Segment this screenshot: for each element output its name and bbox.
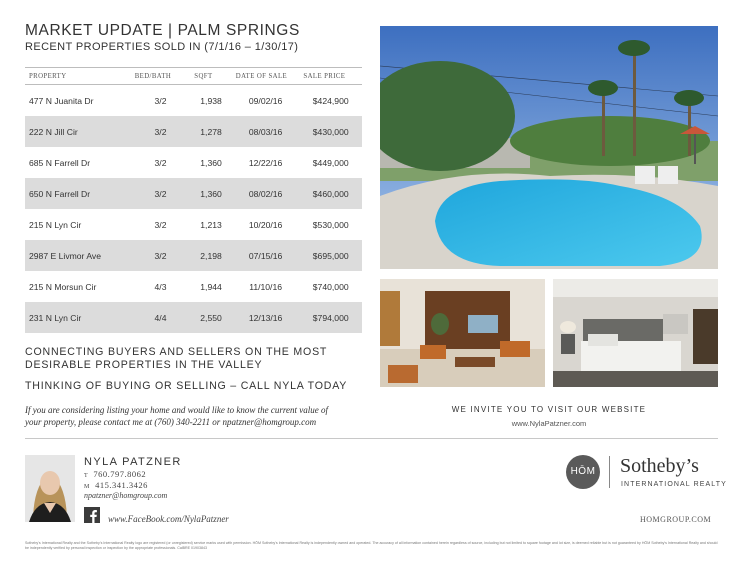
cell-price: $530,000 [312, 219, 349, 230]
cell-property: 2987 E Livmor Ave [25, 240, 131, 271]
international-realty: INTERNATIONAL REALTY [621, 481, 727, 488]
sold-properties-table [25, 67, 362, 333]
invite-text: WE INVITE YOU TO VISIT OUR WEBSITE [451, 405, 647, 414]
pitch-line-2: your property, please contact me at (760) 340-2211 or npatzner@homgroup.com [25, 417, 317, 427]
table-row [25, 240, 362, 271]
mobile-label: M [84, 484, 90, 490]
cell-bedbath: 4/3 [154, 281, 167, 292]
facebook-icon[interactable] [84, 507, 100, 523]
cell-date: 08/02/16 [232, 178, 300, 209]
col-header-property: PROPERTY [25, 68, 131, 85]
cell-date: 10/20/16 [248, 219, 283, 230]
divider [25, 438, 718, 439]
headline-connecting: CONNECTING BUYERS AND SELLERS ON THE MOST [25, 346, 328, 358]
cell-date: 12/13/16 [232, 302, 300, 333]
cell-bedbath: 3/2 [131, 240, 191, 271]
table-row [25, 178, 362, 209]
cell-property: 222 N Jill Cir [25, 116, 131, 147]
pool-photo [380, 26, 718, 269]
agent-name: NYLA PATZNER [84, 456, 182, 468]
cell-bedbath: 3/2 [154, 219, 167, 230]
cell-sqft: 1,213 [200, 219, 222, 230]
cell-sqft: 1,278 [190, 116, 232, 147]
cell-date: 12/22/16 [248, 157, 283, 168]
cell-sqft: 2,198 [190, 240, 232, 271]
cell-date: 09/02/16 [248, 95, 283, 106]
cell-bedbath: 3/2 [131, 178, 191, 209]
cell-date: 11/10/16 [249, 281, 283, 292]
cell-price: $460,000 [299, 178, 362, 209]
homgroup-link[interactable]: HOMGROUP.COM [640, 515, 712, 524]
headline-desirable: DESIRABLE PROPERTIES IN THE VALLEY [25, 359, 263, 371]
cell-property: 685 N Farrell Dr [29, 157, 91, 168]
website-link[interactable]: www.NylaPatzner.com [511, 419, 587, 428]
cell-sqft: 1,360 [190, 178, 232, 209]
disclaimer: Sotheby’s International Realty and the Sotheby’s International Realty logo are registered (or unregistered) service marks used with permission. HŌM Sotheby’s International Realty is independently owned and operated. The accuracy of all information contained herein regardless of source, including but not limited to square footage and lot size, is deemed reliable but is not guaranteed by HŌM Sotheby’s International Realty and should be independently verified by personal inspection or inspection by the appropriate professionals. CalBRE 01903843 [25, 541, 718, 550]
hom-logo [566, 455, 600, 489]
cell-bedbath: 3/2 [154, 95, 167, 106]
agent-phone-row [84, 469, 146, 479]
cell-price: $740,000 [312, 281, 349, 292]
table-header-row [25, 68, 362, 85]
agent-mobile[interactable]: 415.341.3426 [95, 480, 148, 490]
living-room-photo [380, 279, 545, 387]
agent-email-link[interactable]: npatzner@homgroup.com [84, 491, 168, 500]
col-header-price: SALE PRICE [299, 68, 362, 85]
table-row [25, 209, 362, 240]
table-row [25, 147, 362, 178]
page-subtitle: RECENT PROPERTIES SOLD IN (7/1/16 – 1/30/17) [25, 41, 299, 53]
cell-price: $424,900 [312, 95, 349, 106]
cell-date: 07/15/16 [232, 240, 300, 271]
table-row [25, 85, 362, 117]
cell-price: $449,000 [312, 157, 349, 168]
cell-property: 650 N Farrell Dr [25, 178, 131, 209]
cell-sqft: 1,944 [200, 281, 222, 292]
page-title: MARKET UPDATE | PALM SPRINGS [25, 22, 300, 39]
cell-sqft: 1,360 [200, 157, 222, 168]
headline-call-nyla: THINKING OF BUYING OR SELLING – CALL NYLA TODAY [25, 380, 348, 392]
facebook-link[interactable]: www.FaceBook.com/NylaPatzner [108, 514, 229, 524]
pitch-line-1: If you are considering listing your home and would like to know the current value of [25, 405, 329, 415]
table-row [25, 302, 362, 333]
cell-bedbath: 3/2 [131, 116, 191, 147]
sothebys-wordmark: Sotheby’s [620, 455, 699, 477]
cell-bedbath: 4/4 [131, 302, 191, 333]
phone-label: T [84, 473, 89, 479]
cell-price: $430,000 [299, 116, 362, 147]
cell-property: 477 N Juanita Dr [29, 95, 94, 106]
cell-price: $794,000 [299, 302, 362, 333]
col-header-sqft: SQFT [190, 68, 232, 85]
col-header-date: DATE OF SALE [232, 68, 300, 85]
cell-price: $695,000 [299, 240, 362, 271]
cell-sqft: 2,550 [190, 302, 232, 333]
agent-phone[interactable]: 760.797.8062 [93, 469, 147, 479]
cell-sqft: 1,938 [200, 95, 222, 106]
table-row [25, 116, 362, 147]
agent-photo [25, 455, 75, 522]
table-row [25, 271, 362, 302]
cell-property: 215 N Lyn Cir [29, 219, 82, 230]
col-header-bedbath: BED/BATH [131, 68, 191, 85]
hom-logo-text: HŌM [570, 466, 596, 477]
cell-property: 231 N Lyn Cir [25, 302, 131, 333]
logo-divider [609, 456, 610, 488]
cell-bedbath: 3/2 [154, 157, 167, 168]
cell-property: 215 N Morsun Cir [29, 281, 97, 292]
bedroom-photo [553, 279, 718, 387]
cell-date: 08/03/16 [232, 116, 300, 147]
agent-mobile-row [84, 480, 148, 490]
